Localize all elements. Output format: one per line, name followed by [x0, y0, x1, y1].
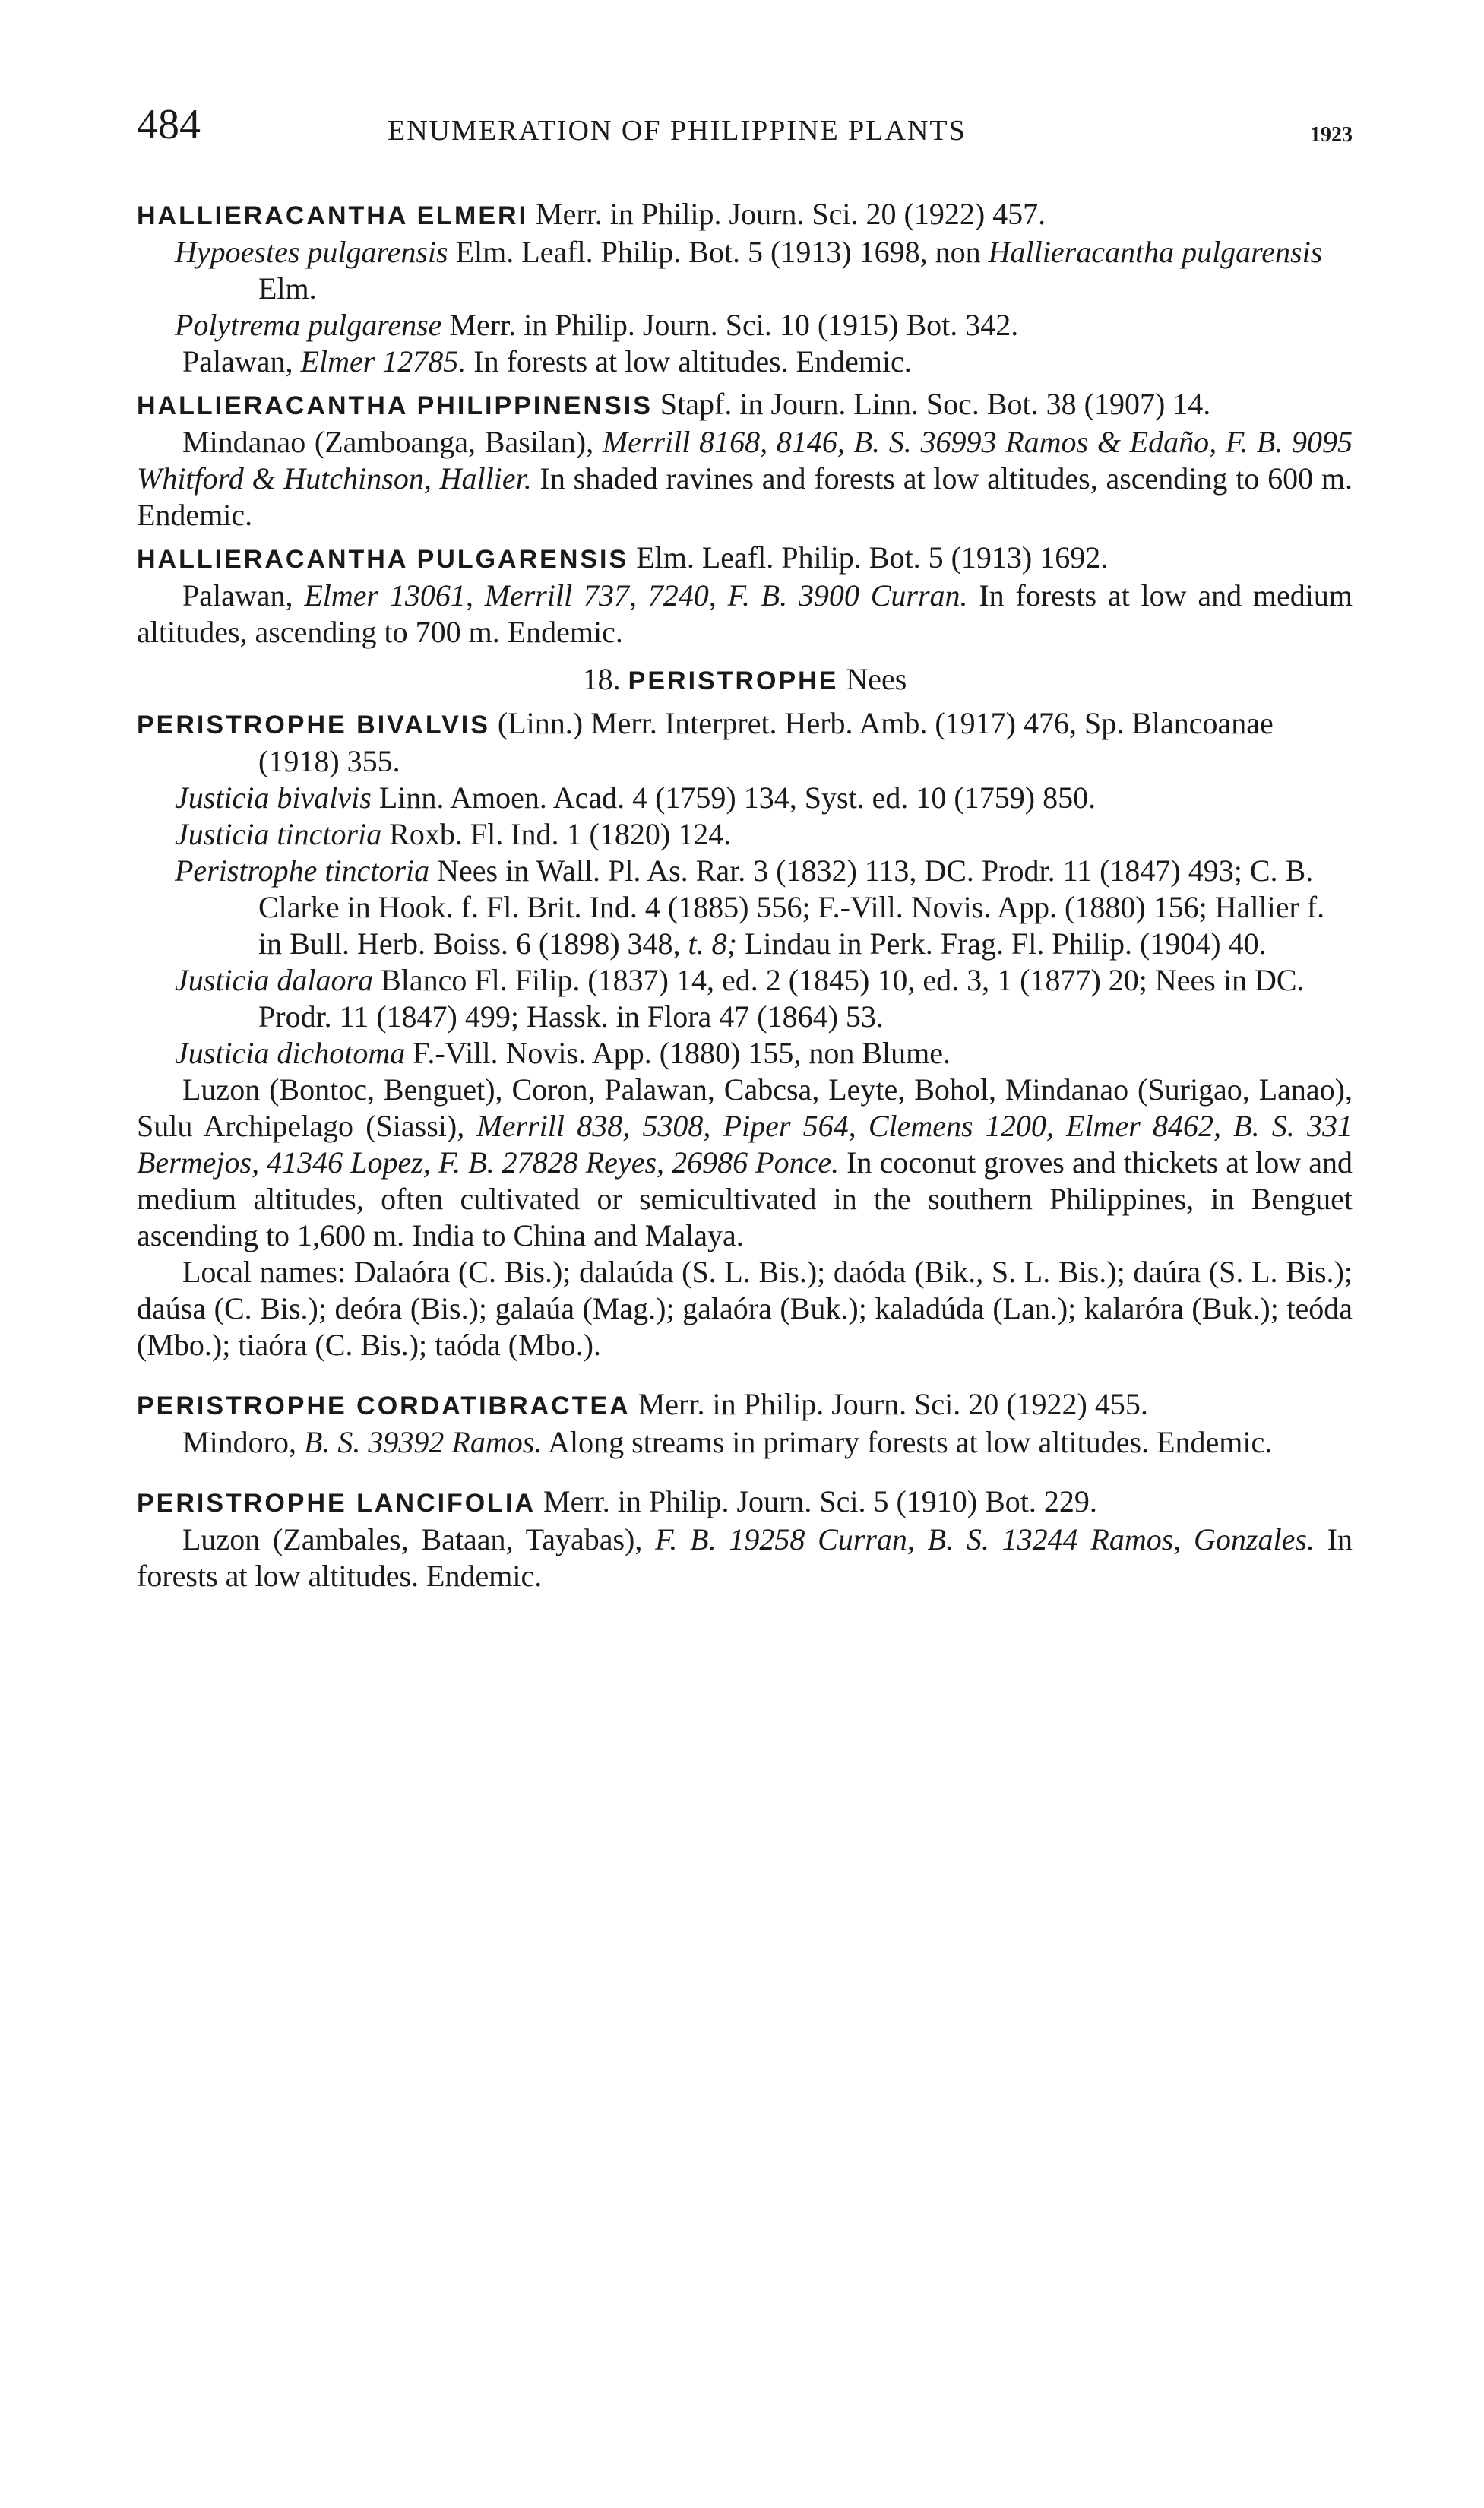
running-title: ENUMERATION OF PHILIPPINE PLANTS: [388, 115, 967, 147]
synonym-name: Justicia dalaora: [175, 963, 374, 997]
entry-hallieracantha-elmeri: [137, 196, 1353, 380]
species-heading: [137, 196, 1353, 234]
synonym-citation: Elm.: [258, 271, 317, 306]
locality-text: Luzon (Zambales, Bataan, Tayabas),: [182, 1522, 656, 1556]
synonym-name: Polytrema pulgarense: [175, 308, 442, 342]
species-name: HALLIERACANTHA ELMERI: [137, 201, 529, 230]
distribution: [137, 1522, 1353, 1594]
synonym: [137, 962, 1353, 1035]
synonym: [137, 307, 1353, 344]
entry-peristrophe-bivalvis: [137, 705, 1353, 1363]
synonym-citation: Blanco Fl. Filip. (1837) 14, ed. 2 (1845) 10, ed. 3, 1 (1877) 20; Nees in DC. Prodr. 11 (1847) 499; Hassk. in Flora 47 (1864) 53.: [258, 963, 1305, 1034]
habitat-text: Along streams in primary forests at low altitudes. Endemic.: [542, 1425, 1273, 1459]
locality-text: Mindoro,: [182, 1425, 304, 1459]
genus-heading: [137, 661, 1353, 699]
synonym-name: Justicia bivalvis: [175, 781, 372, 815]
synonym-name: Peristrophe tinctoria: [175, 853, 430, 888]
synonym-name: Justicia tinctoria: [175, 817, 382, 851]
habitat-text: In shaded ravines and forests at low altitudes, ascending to 600 m. Endemic.: [137, 461, 1353, 532]
collector-text: Merrill 8168, 8146, B. S. 36993 Ramos & Edaño, F. B. 9095 Whitford & Hutchinson, Hallier.: [137, 425, 1353, 496]
habitat-text: In coconut groves and thickets at low and medium altitudes, often cultivated or semicultivated in the southern Philippines, in Benguet ascending to 1,600 m. India to China and Malaya.: [137, 1145, 1353, 1252]
species-citation: Merr. in Philip. Journ. Sci. 20 (1922) 455.: [630, 1387, 1148, 1421]
book-page: [137, 101, 1353, 1601]
synonym-citation: Merr. in Philip. Journ. Sci. 10 (1915) Bot. 342.: [441, 308, 1019, 342]
synonym-citation: F.-Vill. Novis. App. (1880) 155, non Blume.: [405, 1036, 951, 1070]
collector-text: B. S. 39392 Ramos.: [304, 1425, 543, 1459]
locality-text: Palawan,: [182, 578, 305, 613]
entry-peristrophe-cordatibractea: [137, 1386, 1353, 1461]
genus-number: 18.: [582, 662, 628, 696]
species-name: PERISTROPHE LANCIFOLIA: [137, 1489, 536, 1518]
habitat-text: In forests at low altitudes. Endemic.: [137, 1522, 1353, 1593]
synonym-name: Justicia dichotoma: [175, 1036, 406, 1070]
species-citation: Elm. Leafl. Philip. Bot. 5 (1913) 1692.: [628, 540, 1109, 575]
distribution: [137, 1072, 1353, 1254]
synonym: [137, 234, 1353, 307]
species-name: PERISTROPHE BIVALVIS: [137, 711, 490, 739]
synonym-name: Hallieracantha pulgarensis: [988, 235, 1323, 269]
synonym: [137, 853, 1353, 962]
entry-hallieracantha-philippinensis: [137, 386, 1353, 534]
habitat-text: In forests at low and medium altitudes, ascending to 700 m. Endemic.: [137, 578, 1353, 649]
locality-text: Palawan,: [182, 344, 301, 378]
genus-author: Nees: [838, 662, 907, 696]
collector-text: Elmer 12785.: [300, 344, 467, 378]
species-heading: [137, 1386, 1353, 1424]
running-year: 1923: [1310, 123, 1353, 147]
species-heading: [137, 1484, 1353, 1522]
synonym-citation: Lindau in Perk. Frag. Fl. Philip. (1904) 40.: [736, 926, 1267, 961]
species-heading: [137, 386, 1353, 424]
collector-text: Elmer 13061, Merrill 737, 7240, F. B. 3900 Curran.: [304, 578, 968, 613]
species-heading: [137, 705, 1353, 780]
synonym-citation: Elm. Leafl. Philip. Bot. 5 (1913) 1698, non: [448, 235, 989, 269]
synonym: [137, 1035, 1353, 1072]
synonym-citation: Nees in Wall. Pl. As. Rar. 3 (1832) 113, DC. Prodr. 11 (1847) 493; C. B. Clarke in Hook. f. Fl. Brit. Ind. 4 (1885) 556; F.-Vill. Novis. App. (1880) 156; Hallier f. in Bull. Herb. Boiss. 6 (1898) 348,: [258, 853, 1325, 961]
distribution: [137, 578, 1353, 651]
species-citation: (Linn.) Merr. Interpret. Herb. Amb. (1917) 476, Sp. Blancoanae (1918) 355.: [258, 706, 1274, 778]
species-name: PERISTROPHE CORDATIBRACTEA: [137, 1392, 631, 1420]
synonym-citation: Linn. Amoen. Acad. 4 (1759) 134, Syst. ed. 10 (1759) 850.: [371, 781, 1096, 815]
distribution: [137, 344, 1353, 380]
locality-text: Mindanao (Zamboanga, Basilan),: [182, 425, 603, 459]
locality-text: Luzon (Bontoc, Benguet), Coron, Palawan, Cabcsa, Leyte, Bohol, Mindanao (Surigao, Lanao), Sulu Archipelago (Siassi),: [137, 1072, 1353, 1143]
species-citation: Merr. in Philip. Journ. Sci. 20 (1922) 457.: [528, 197, 1046, 231]
species-name: HALLIERACANTHA PULGARENSIS: [137, 545, 629, 574]
habitat-text: In forests at low altitudes. Endemic.: [466, 344, 912, 378]
distribution: [137, 424, 1353, 534]
genus-name: PERISTROPHE: [628, 667, 839, 695]
collector-text: F. B. 19258 Curran, B. S. 13244 Ramos, Gonzales.: [655, 1522, 1315, 1556]
species-citation: Merr. in Philip. Journ. Sci. 5 (1910) Bot. 229.: [536, 1484, 1097, 1518]
species-name: HALLIERACANTHA PHILIPPINENSIS: [137, 391, 653, 420]
entry-peristrophe-lancifolia: [137, 1484, 1353, 1594]
species-citation: Stapf. in Journ. Linn. Soc. Bot. 38 (1907) 14.: [652, 387, 1211, 421]
synonym: [137, 780, 1353, 816]
local-names: Local names: Dalaóra (C. Bis.); dalaúda (S. L. Bis.); daóda (Bik., S. L. Bis.); daúra (S. L. Bis.); daúsa (C. Bis.); deóra (Bis.); galaúa (Mag.); galaóra (Buk.); kaladúda (Lan.); kalaróra (Buk.); teóda (Mbo.); tiaóra (C. Bis.); taóda (Mbo.).: [137, 1255, 1353, 1362]
synonym-citation: Roxb. Fl. Ind. 1 (1820) 124.: [381, 817, 732, 851]
synonym-plate: t. 8;: [688, 926, 737, 961]
page-number: 484: [137, 101, 201, 148]
collector-text: Merrill 838, 5308, Piper 564, Clemens 1200, Elmer 8462, B. S. 331 Bermejos, 41346 Lopez, F. B. 27828 Reyes, 26986 Ponce.: [137, 1109, 1353, 1180]
species-heading: [137, 540, 1353, 578]
entry-hallieracantha-pulgarensis: [137, 540, 1353, 651]
synonym: [137, 816, 1353, 853]
synonym-name: Hypoestes pulgarensis: [175, 235, 448, 269]
distribution: [137, 1424, 1353, 1461]
running-head: [137, 101, 1353, 160]
